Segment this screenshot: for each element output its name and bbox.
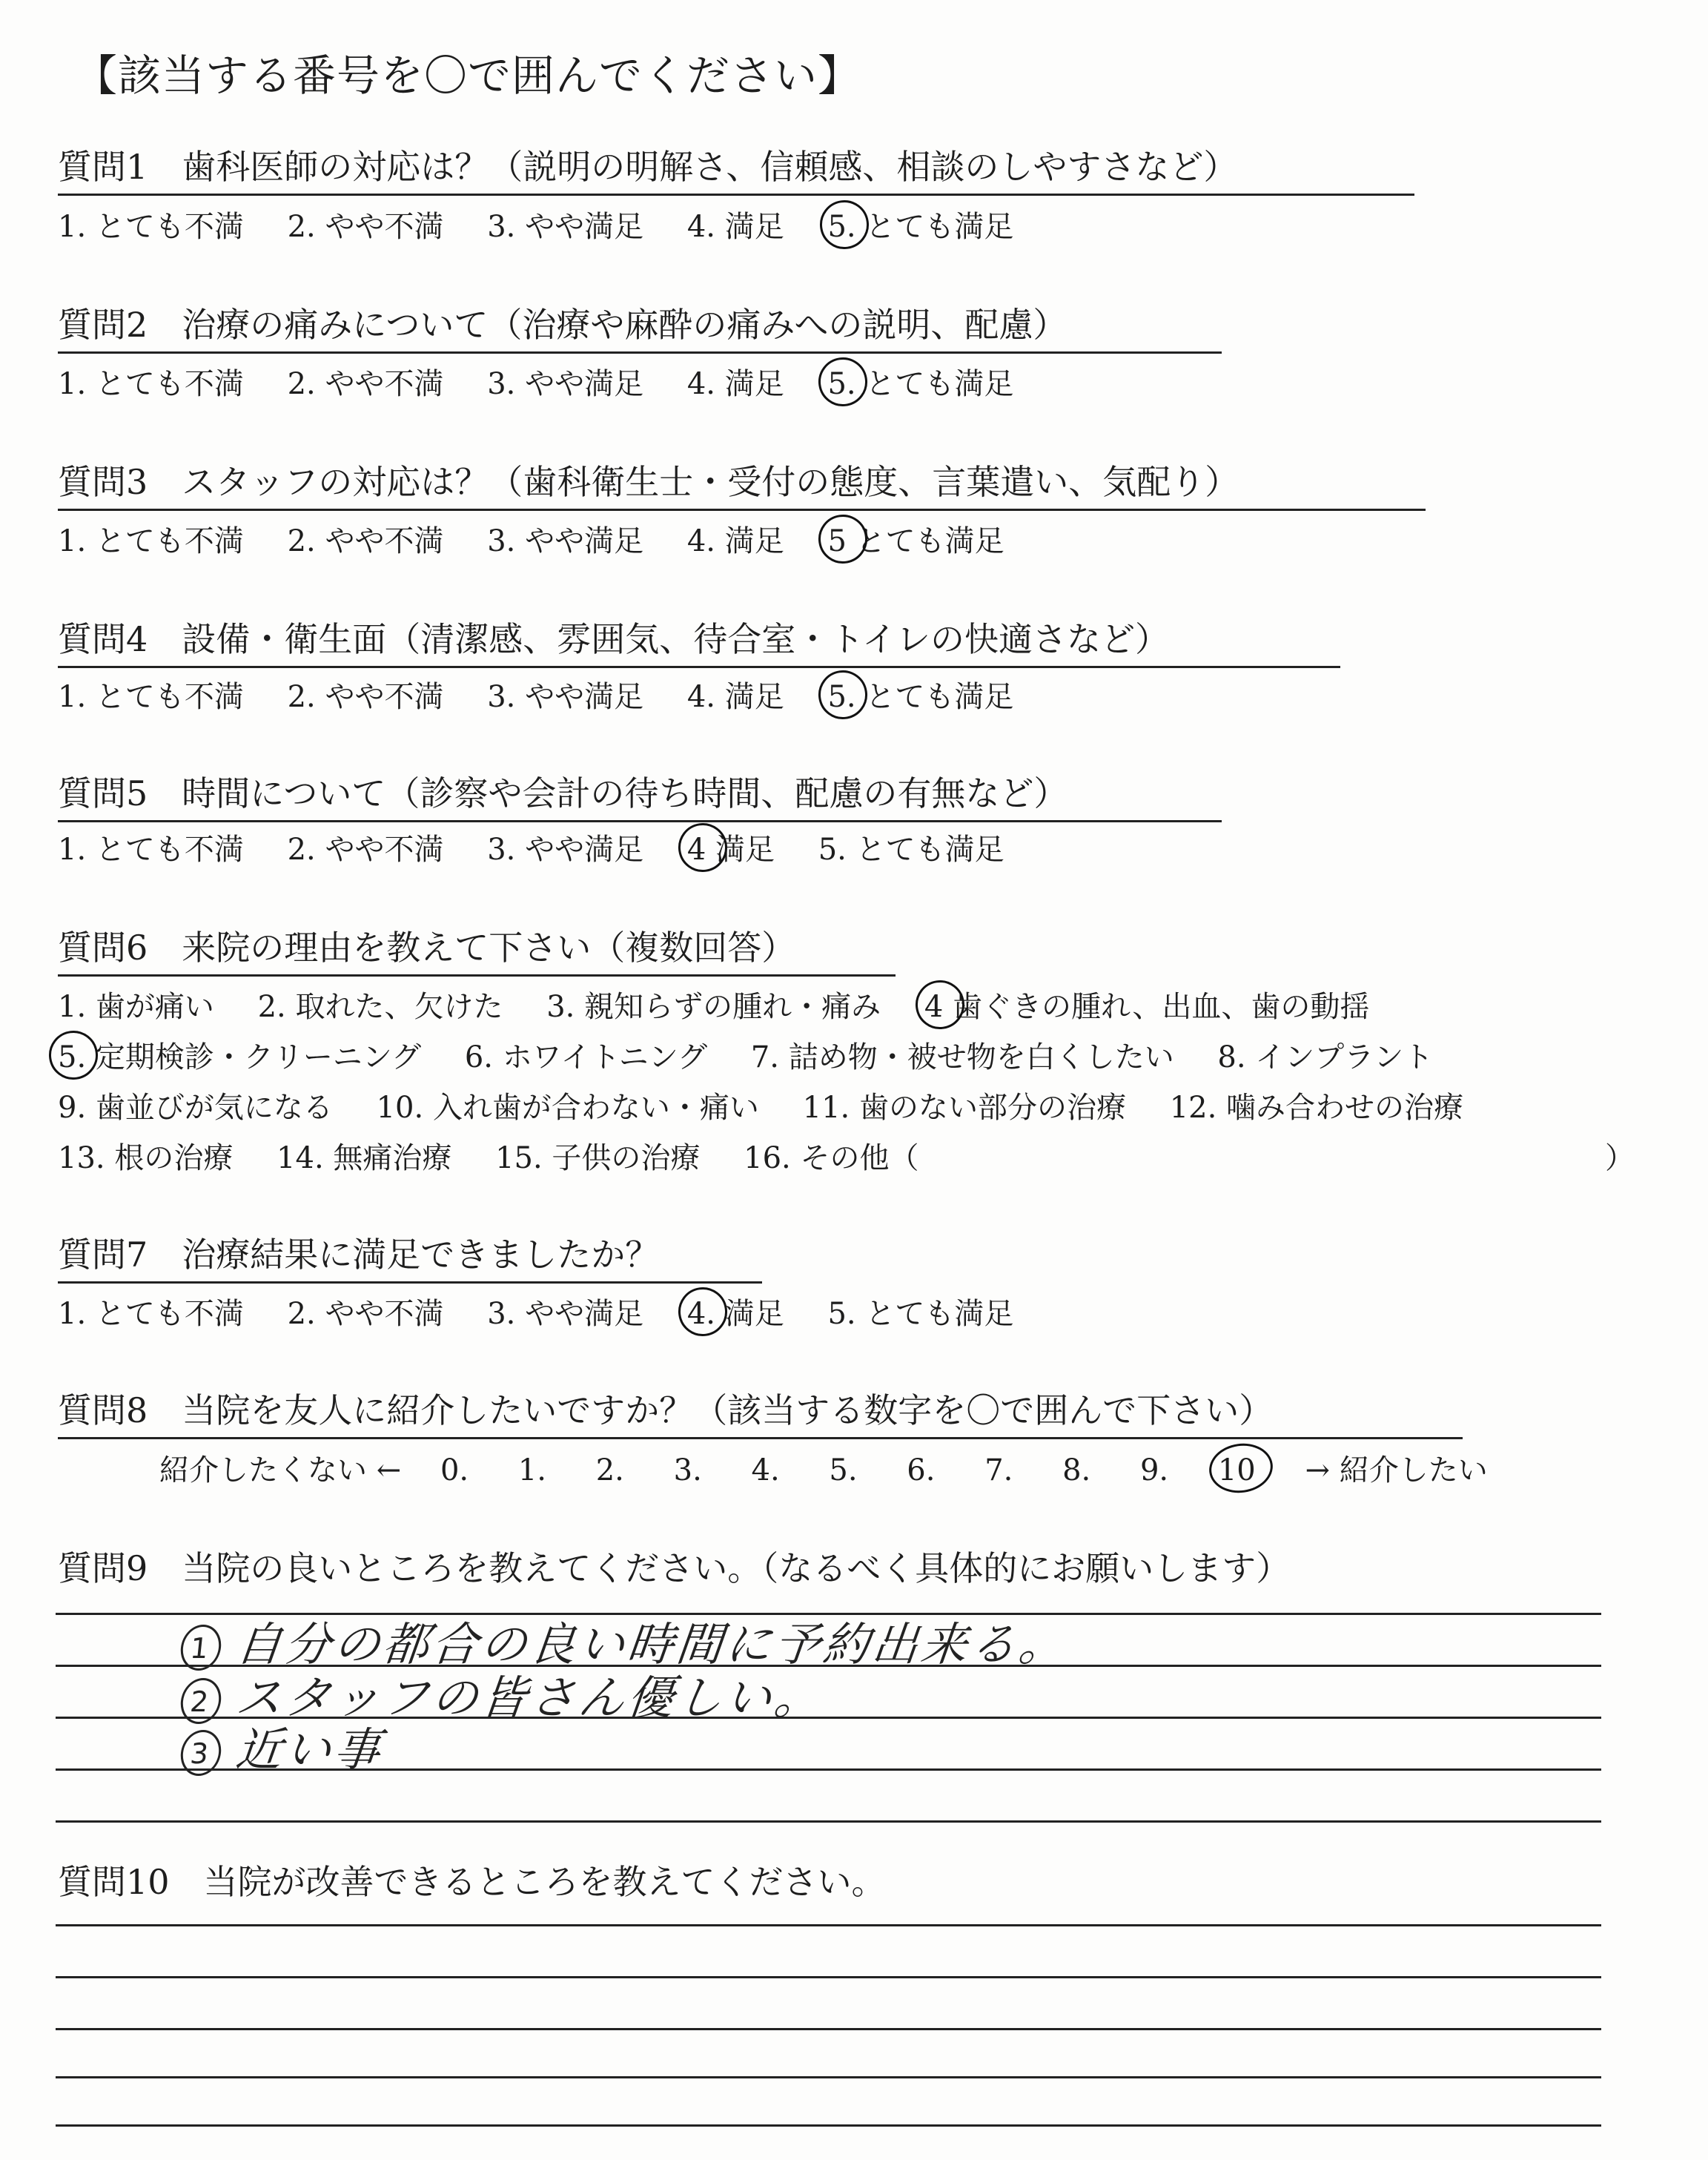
q6-option-3[interactable]: 3. 親知らずの腫れ・痛み (546, 990, 881, 1024)
q8-score-1[interactable]: 1. (517, 1453, 547, 1487)
q7-option-2[interactable]: 2. やや不満 (287, 1297, 444, 1331)
question-6-row-2 (58, 1037, 1467, 1078)
question-8-title: 質問8 当院を友人に紹介したいですか？（該当する数字を〇で囲んで下さい） (58, 1388, 1463, 1439)
q8-score-3[interactable]: 3. (673, 1453, 702, 1487)
question-7-title: 質問7 治療結果に満足できましたか？ (58, 1232, 762, 1284)
question-6-row-3 (58, 1087, 1497, 1129)
q8-left-label: 紹介したくない ← (159, 1453, 402, 1487)
selection-circle (815, 354, 871, 410)
q4-option-3[interactable]: 3. やや満足 (487, 680, 644, 714)
q1-option-2[interactable]: 2. やや不満 (287, 210, 444, 244)
question-2-title: 質問2 治療の痛みについて（治療や麻酔の痛みへの説明、配慮） (58, 303, 1222, 354)
q3-option-5[interactable]: 5 とても満足 (827, 521, 1004, 562)
q2-option-2[interactable]: 2. やや不満 (287, 367, 444, 401)
q3-option-4[interactable]: 4. 満足 (686, 524, 784, 558)
selection-circle (675, 1284, 731, 1340)
handwritten-answer-1: 1 自分の都合の良い時間に予約出来る。 (178, 1608, 1071, 1674)
q3-option-3[interactable]: 3. やや満足 (487, 524, 644, 558)
question-5-options (58, 829, 1039, 871)
question-10-title: 質問10 当院が改善できるところを教えてください。 (58, 1862, 886, 1902)
handwritten-number-mark: 1 (179, 1625, 224, 1671)
q1-option-4[interactable]: 4. 満足 (686, 210, 784, 244)
q5-option-4[interactable]: 4 満足 (687, 829, 775, 871)
q4-option-2[interactable]: 2. やや不満 (287, 680, 444, 714)
q3-option-2[interactable]: 2. やや不満 (287, 524, 444, 558)
q5-option-1[interactable]: 1. とても不満 (58, 833, 244, 867)
q6-option-15[interactable]: 15. 子供の治療 (495, 1141, 701, 1175)
question-9-title: 質問9 当院の良いところを教えてください。（なるべく具体的にお願いします） (58, 1548, 1291, 1588)
q3-option-1[interactable]: 1. とても不満 (58, 524, 244, 558)
q6-other-close-paren: ） (1605, 1141, 1635, 1175)
q1-option-1[interactable]: 1. とても不満 (58, 210, 244, 244)
q4-option-1[interactable]: 1. とても不満 (58, 680, 244, 714)
q8-score-10[interactable]: 10 (1218, 1450, 1256, 1491)
question-8-scale (159, 1450, 1522, 1491)
q2-option-5[interactable]: 5. とても満足 (827, 363, 1013, 405)
selection-circle (1206, 1439, 1276, 1496)
question-4-options (58, 676, 1047, 718)
q5-option-5[interactable]: 5. とても満足 (818, 833, 1004, 867)
q1-option-5[interactable]: 5. とても満足 (827, 206, 1013, 248)
answer-line (56, 1924, 1601, 1926)
q5-option-2[interactable]: 2. やや不満 (287, 833, 444, 867)
q6-option-1[interactable]: 1. 歯が痛い (58, 990, 214, 1024)
handwritten-number-mark: 2 (179, 1678, 224, 1724)
question-6-title: 質問6 来院の理由を教えて下さい（複数回答） (58, 925, 896, 977)
q6-option-12[interactable]: 12. 噛み合わせの治療 (1169, 1091, 1464, 1125)
handwritten-number-mark: 3 (179, 1730, 224, 1776)
q8-score-8[interactable]: 8. (1062, 1453, 1091, 1487)
q8-score-9[interactable]: 9. (1139, 1453, 1169, 1487)
q6-option-8[interactable]: 8. インプラント (1217, 1040, 1434, 1074)
answer-line (56, 1820, 1601, 1823)
q7-option-4[interactable]: 4. 満足 (687, 1293, 784, 1335)
question-6-row-1 (58, 986, 1403, 1028)
selection-circle (46, 1028, 102, 1083)
handwritten-answer-3: 3 近い事 (178, 1713, 386, 1779)
q8-right-label: → 紹介したい (1305, 1453, 1488, 1487)
q7-option-5[interactable]: 5. とても満足 (827, 1297, 1014, 1331)
question-3-options (58, 521, 1039, 562)
q4-option-4[interactable]: 4. 満足 (686, 680, 784, 714)
handwritten-answer-2: 2 スタッフの皆さん優しい。 (178, 1661, 827, 1727)
q8-score-0[interactable]: 0. (440, 1453, 469, 1487)
answer-line (56, 2076, 1601, 2078)
question-3-title: 質問3 スタッフの対応は？（歯科衛生士・受付の態度、言葉遣い、気配り） (58, 460, 1426, 511)
q6-option-13[interactable]: 13. 根の治療 (58, 1141, 234, 1175)
selection-circle (815, 512, 871, 567)
question-7-options (58, 1293, 1047, 1335)
question-5-title: 質問5 時間について（診察や会計の待ち時間、配慮の有無など） (58, 771, 1222, 822)
q8-score-7[interactable]: 7. (984, 1453, 1013, 1487)
selection-circle (815, 667, 871, 723)
q2-option-3[interactable]: 3. やや満足 (487, 367, 644, 401)
q7-option-3[interactable]: 3. やや満足 (487, 1297, 644, 1331)
selection-circle (675, 820, 731, 876)
q8-score-5[interactable]: 5. (829, 1453, 858, 1487)
question-1-options (58, 206, 1047, 248)
q4-option-5[interactable]: 5. とても満足 (827, 676, 1013, 718)
question-6-row-4 (58, 1137, 953, 1179)
q6-option-9[interactable]: 9. 歯並びが気になる (58, 1091, 333, 1125)
question-4-title: 質問4 設備・衛生面（清潔感、雰囲気、待合室・トイレの快適さなど） (58, 617, 1340, 668)
answer-line (56, 2124, 1601, 2127)
q6-option-5[interactable]: 5. 定期検診・クリーニング (58, 1037, 421, 1078)
q6-option-2[interactable]: 2. 取れた、欠けた (257, 990, 503, 1024)
question-1-title: 質問1 歯科医師の対応は？（説明の明解さ、信頼感、相談のしやすさなど） (58, 145, 1414, 196)
q8-score-4[interactable]: 4. (751, 1453, 780, 1487)
form-heading: 【該当する番号を〇で囲んでください】 (74, 50, 862, 101)
selection-circle (913, 977, 968, 1033)
answer-line (56, 2028, 1601, 2030)
selection-circle (817, 197, 873, 253)
question-2-options (58, 363, 1047, 405)
q6-option-10[interactable]: 10. 入れ歯が合わない・痛い (376, 1091, 759, 1125)
q6-option-16[interactable]: 16. その他（ (744, 1141, 919, 1175)
q6-option-14[interactable]: 14. 無痛治療 (277, 1141, 452, 1175)
q2-option-4[interactable]: 4. 満足 (686, 367, 784, 401)
q6-option-6[interactable]: 6. ホワイトニング (464, 1040, 708, 1074)
answer-line (56, 1976, 1601, 1978)
q6-option-11[interactable]: 11. 歯のない部分の治療 (802, 1091, 1126, 1125)
q6-option-7[interactable]: 7. 詰め物・被せ物を白くしたい (750, 1040, 1174, 1074)
q8-score-6[interactable]: 6. (907, 1453, 936, 1487)
q5-option-3[interactable]: 3. やや満足 (487, 833, 644, 867)
q7-option-1[interactable]: 1. とても不満 (58, 1297, 244, 1331)
q2-option-1[interactable]: 1. とても不満 (58, 367, 244, 401)
q6-option-4[interactable]: 4 歯ぐきの腫れ、出血、歯の動揺 (924, 986, 1370, 1028)
q8-score-2[interactable]: 2. (595, 1453, 624, 1487)
q1-option-3[interactable]: 3. やや満足 (487, 210, 644, 244)
